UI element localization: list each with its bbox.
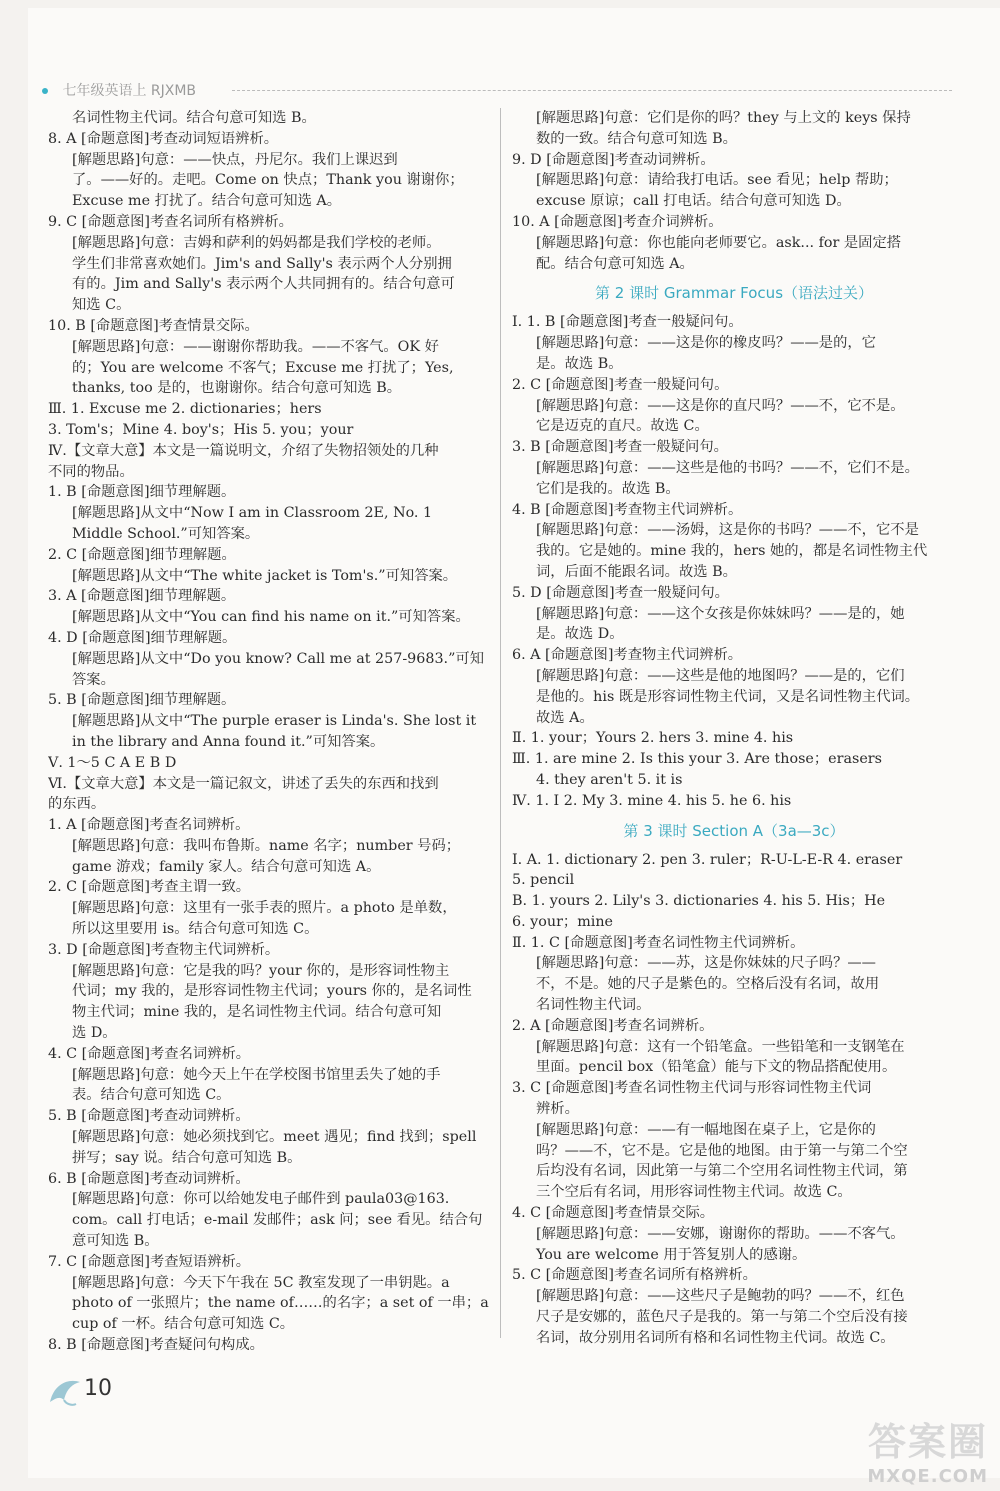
text-line: 3. C [命题意图]考查名词性物主代词与形容词性物主代词 <box>512 1080 872 1097</box>
text-line: [解题思路]句意：请给我打电话。see 看见；help 帮助； <box>536 172 898 189</box>
watermark <box>867 1411 988 1487</box>
text-line: 9. C [命题意图]考查名词所有格辨析。 <box>48 213 293 230</box>
text-line: [解题思路]句意：——这个女孩是你妹妹吗？——是的，她 <box>536 605 905 622</box>
text-line: Excuse me 打扰了。结合句意可知选 A。 <box>72 193 342 210</box>
text-line: 我的。它是她的。mine 我的，hers 她的，都是名词性物主代 <box>536 543 928 560</box>
text-line: 5. D [命题意图]考查一般疑问句。 <box>512 584 729 601</box>
left-column <box>48 108 492 1356</box>
text-line: 4. C [命题意图]考查名词辨析。 <box>48 1045 251 1062</box>
text-line: [解题思路]句意：这有一个铅笔盒。一些铅笔和一支钢笔在 <box>536 1038 905 1055</box>
text-line: 5. pencil <box>512 872 575 889</box>
text-line: 是他的。his 既是形容词性物主代词，又是名词性物主代词。 <box>536 688 920 705</box>
text-line: cup of 一杯。结合句意可知选 C。 <box>72 1316 295 1333</box>
text-line: [解题思路]句意：我叫布鲁斯。name 名字；number 号码； <box>72 837 461 854</box>
text-line: 三个空后有名词，用形容词性物主代词。故选 C。 <box>536 1184 852 1201</box>
text-line: 3. Tom's；Mine 4. boy's；His 5. you；your <box>48 421 354 438</box>
text-line: 5. B [命题意图]考查动词辨析。 <box>48 1108 250 1125</box>
text-line: 6. your；mine <box>512 913 614 930</box>
text-line: 有的。Jim and Sally's 表示两个人共同拥有的。结合句意可 <box>72 276 455 293</box>
section-heading: 第 3 课时 Section A（3a—3c） <box>623 821 845 840</box>
text-line: 名词，故分别用名词所有格和名词性物主代词。故选 C。 <box>536 1329 895 1346</box>
text-line: 物主代词；mine 我的，是名词性物主代词。结合句意可知 <box>72 1004 442 1021</box>
text-line: 4. they aren't 5. it is <box>536 771 683 788</box>
text-line: 5. C [命题意图]考查名词所有格辨析。 <box>512 1267 757 1284</box>
text-line: 3. B [命题意图]考查一般疑问句。 <box>512 439 728 456</box>
text-line: [解题思路]句意：你也能向老师要它。ask... for 是固定搭 <box>536 234 902 251</box>
text-line: [解题思路]从文中“Now I am in Classroom 2E, No. 1 <box>72 505 433 522</box>
text-line: Ⅳ. 1. I 2. My 3. mine 4. his 5. he 6. his <box>512 792 792 809</box>
text-line: Ⅲ. 1. are mine 2. Is this your 3. Are those；erasers <box>512 751 882 768</box>
text-line: 了。——好的。走吧。Come on 快点；Thank you 谢谢你； <box>72 172 464 189</box>
text-line: [解题思路]从文中“Do you know? Call me at 257-9683.”可知 <box>72 650 484 667</box>
text-line: [解题思路]句意：——这些是他的书吗？——不，它们不是。 <box>536 459 919 476</box>
text-line: game 游戏；family 家人。结合句意可知选 A。 <box>72 858 381 875</box>
text-line: 10. A [命题意图]考查介词辨析。 <box>512 213 723 230</box>
text-line: in the library and Anna found it.”可知答案。 <box>72 733 385 750</box>
text-line: 是。故选 D。 <box>536 626 624 643</box>
text-line: [解题思路]句意：——这些尺子是鲍勃的吗？——不，红色 <box>536 1288 905 1305</box>
text-line: photo of 一张照片；the name of……的名字；a set of 一串；a <box>72 1295 489 1312</box>
running-header <box>42 80 952 100</box>
header-rule <box>232 90 952 91</box>
text-line: 3. D [命题意图]考查物主代词辨析。 <box>48 941 280 958</box>
text-line: 9. D [命题意图]考查动词辨析。 <box>512 151 715 168</box>
bullet-dot-icon <box>42 88 48 94</box>
text-line: B. 1. yours 2. Lily's 3. dictionaries 4. his 5. His；He <box>512 893 886 910</box>
text-line: [解题思路]句意：——这是你的橡皮吗？——是的，它 <box>536 335 876 352</box>
text-line: You are welcome 用于答复别人的感谢。 <box>536 1246 807 1263</box>
text-line: Ⅱ. 1. your；Yours 2. hers 3. mine 4. his <box>512 730 794 747</box>
text-line: 4. D [命题意图]细节理解题。 <box>48 629 237 646</box>
text-line: 拼写；say 说。结合句意可知选 B。 <box>72 1149 302 1166</box>
text-line: 2. C [命题意图]考查一般疑问句。 <box>512 376 729 393</box>
text-line: 2. C [命题意图]考查主谓一致。 <box>48 879 251 896</box>
column-divider <box>500 108 501 1338</box>
text-line: Middle School.”可知答案。 <box>72 525 260 542</box>
text-line: [解题思路]句意：它是我的吗？your 你的，是形容词性物主 <box>72 962 450 979</box>
text-line: [解题思路]从文中“The purple eraser is Linda's. She lost it <box>72 713 477 730</box>
text-line: Ⅴ. 1～5 C A E B D <box>48 754 177 771</box>
text-line: 故选 A。 <box>536 709 594 726</box>
text-line: 6. A [命题意图]考查物主代词辨析。 <box>512 647 743 664</box>
text-line: [解题思路]句意：今天下午我在 5C 教室发现了一串钥匙。a <box>72 1274 450 1291</box>
text-line: [解题思路]句意：——苏，这是你妹妹的尺子吗？—— <box>536 955 876 972</box>
text-line: 不同的物品。 <box>48 463 134 480</box>
text-line: [解题思路]句意：你可以给她发电子邮件到 paula03@163. <box>72 1191 450 1208</box>
text-line: 词，后面不能跟名词。故选 B。 <box>536 563 737 580</box>
text-line: [解题思路]句意：——谢谢你帮助我。——不客气。OK 好 <box>72 338 439 355</box>
section-heading: 第 2 课时 Grammar Focus（语法过关） <box>594 284 874 303</box>
text-line: 的东西。 <box>48 796 106 813</box>
text-line: Ⅲ. 1. Excuse me 2. dictionaries；hers <box>48 401 322 418</box>
text-line: 8. A [命题意图]考查动词短语辨析。 <box>48 130 279 147</box>
text-line: [解题思路]句意：她必须找到它。meet 遇见；find 找到；spell <box>72 1129 477 1146</box>
text-line: [解题思路]句意：——有一幅地图在桌子上，它是你的 <box>536 1121 876 1138</box>
text-line: [解题思路]句意：吉姆和萨利的妈妈都是我们学校的老师。 <box>72 234 441 251</box>
text-line: thanks, too 是的，也谢谢你。结合句意可知选 B。 <box>72 380 402 397</box>
text-line: 所以这里要用 is。结合句意可知选 C。 <box>72 921 319 938</box>
text-line: 它是迈克的直尺。故选 C。 <box>536 418 709 435</box>
text-line: 代词；my 我的，是形容词性物主代词；yours 你的，是名词性 <box>72 983 472 1000</box>
text-line: 名词性物主代词。 <box>536 997 651 1014</box>
text-line: 8. B [命题意图]考查疑问句构成。 <box>48 1337 264 1354</box>
text-line: 的；You are welcome 不客气；Excuse me 打扰了；Yes, <box>72 359 454 376</box>
text-line: 吗？——不，它不是。它是他的地图。由于第一与第二个空 <box>536 1142 908 1159</box>
text-line: Ⅰ. A. 1. dictionary 2. pen 3. ruler；R-U-L-E-R 4. eraser <box>512 851 903 868</box>
text-line: 表。结合句意可知选 C。 <box>72 1087 231 1104</box>
page-number-block <box>46 1372 126 1412</box>
text-line: 里面。pencil box（铅笔盒）能与下文的物品搭配使用。 <box>536 1059 897 1076</box>
text-line: 名词性物主代词。结合句意可知选 B。 <box>72 110 316 126</box>
text-line: [解题思路]句意：她今天上午在学校图书馆里丢失了她的手 <box>72 1066 441 1083</box>
text-line: [解题思路]句意：这里有一张手表的照片。a photo 是单数， <box>72 900 457 917</box>
text-line: 是。故选 B。 <box>536 355 623 372</box>
text-line: 10. B [命题意图]考查情景交际。 <box>48 317 259 334</box>
text-line: 3. A [命题意图]细节理解题。 <box>48 588 236 605</box>
dolphin-logo-icon <box>46 1372 86 1410</box>
text-line: 4. C [命题意图]考查情景交际。 <box>512 1205 715 1222</box>
text-line: [解题思路]句意：——汤姆，这是你的书吗？——不，它不是 <box>536 522 919 539</box>
text-line: 后均没有名词，因此第一与第二个空用名词性物主代词，第 <box>536 1163 908 1180</box>
text-line: [解题思路]从文中“The white jacket is Tom's.”可知答案。 <box>72 567 458 584</box>
text-line: Ⅱ. 1. C [命题意图]考查名词性物主代词辨析。 <box>512 934 805 951</box>
text-line: 配。结合句意可知选 A。 <box>536 255 694 272</box>
text-line: 意可知选 B。 <box>72 1233 159 1250</box>
text-line: 6. B [命题意图]考查动词辨析。 <box>48 1170 250 1187</box>
page-number: 10 <box>84 1376 112 1401</box>
text-line: [解题思路]句意：——这是你的直尺吗？——不，它不是。 <box>536 397 905 414</box>
text-line: 2. A [命题意图]考查名词辨析。 <box>512 1017 714 1034</box>
text-line: 2. C [命题意图]细节理解题。 <box>48 546 236 563</box>
text-line: 4. B [命题意图]考查物主代词辨析。 <box>512 501 743 518</box>
text-line: 选 D。 <box>72 1025 117 1042</box>
text-line: 答案。 <box>72 671 115 688</box>
right-column <box>512 108 956 1349</box>
watermark-url: MXQE.COM <box>867 1466 988 1487</box>
text-line: 7. C [命题意图]考查短语辨析。 <box>48 1253 251 1270</box>
text-line: 1. B [命题意图]细节理解题。 <box>48 484 236 501</box>
text-line: 不，不是。她的尺子是紫色的。空格后没有名词，故用 <box>536 976 880 993</box>
text-line: 它们是我的。故选 B。 <box>536 480 680 497</box>
text-line: Ⅵ.【文章大意】本文是一篇记叙文，讲述了丢失的东西和找到 <box>48 775 439 792</box>
text-line: 知选 C。 <box>72 297 131 314</box>
text-line: [解题思路]句意：——这些是他的地图吗？——是的，它们 <box>536 667 905 684</box>
header-title: 七年级英语上 RJXMB <box>62 83 197 99</box>
text-line: com。call 打电话；e-mail 发邮件；ask 问；see 看见。结合句 <box>72 1212 483 1229</box>
text-line: 数的一致。结合句意可知选 B。 <box>536 130 737 147</box>
text-line: 1. A [命题意图]考查名词辨析。 <box>48 817 250 834</box>
text-line: [解题思路]从文中“You can find his name on it.”可知答案。 <box>72 609 470 626</box>
text-line: Ⅳ.【文章大意】本文是一篇说明文，介绍了失物招领处的几种 <box>48 442 439 459</box>
text-line: [解题思路]句意：它们是你的吗？they 与上文的 keys 保持 <box>536 110 911 126</box>
text-line: [解题思路]句意：——快点，丹尼尔。我们上课迟到 <box>72 151 398 168</box>
watermark-text: 答案圈 <box>867 1420 988 1464</box>
text-line: [解题思路]句意：——安娜，谢谢你的帮助。——不客气。 <box>536 1225 905 1242</box>
text-line: excuse 原谅；call 打电话。结合句意可知选 D。 <box>536 193 851 210</box>
text-line: 尺子是安娜的，蓝色尺子是我的。第一与第二个空后没有接 <box>536 1309 908 1326</box>
text-line: Ⅰ. 1. B [命题意图]考查一般疑问句。 <box>512 314 743 331</box>
text-line: 学生们非常喜欢她们。Jim's and Sally's 表示两个人分别拥 <box>72 255 452 272</box>
text-line: 辨析。 <box>536 1101 579 1118</box>
text-line: 5. B [命题意图]细节理解题。 <box>48 692 236 709</box>
